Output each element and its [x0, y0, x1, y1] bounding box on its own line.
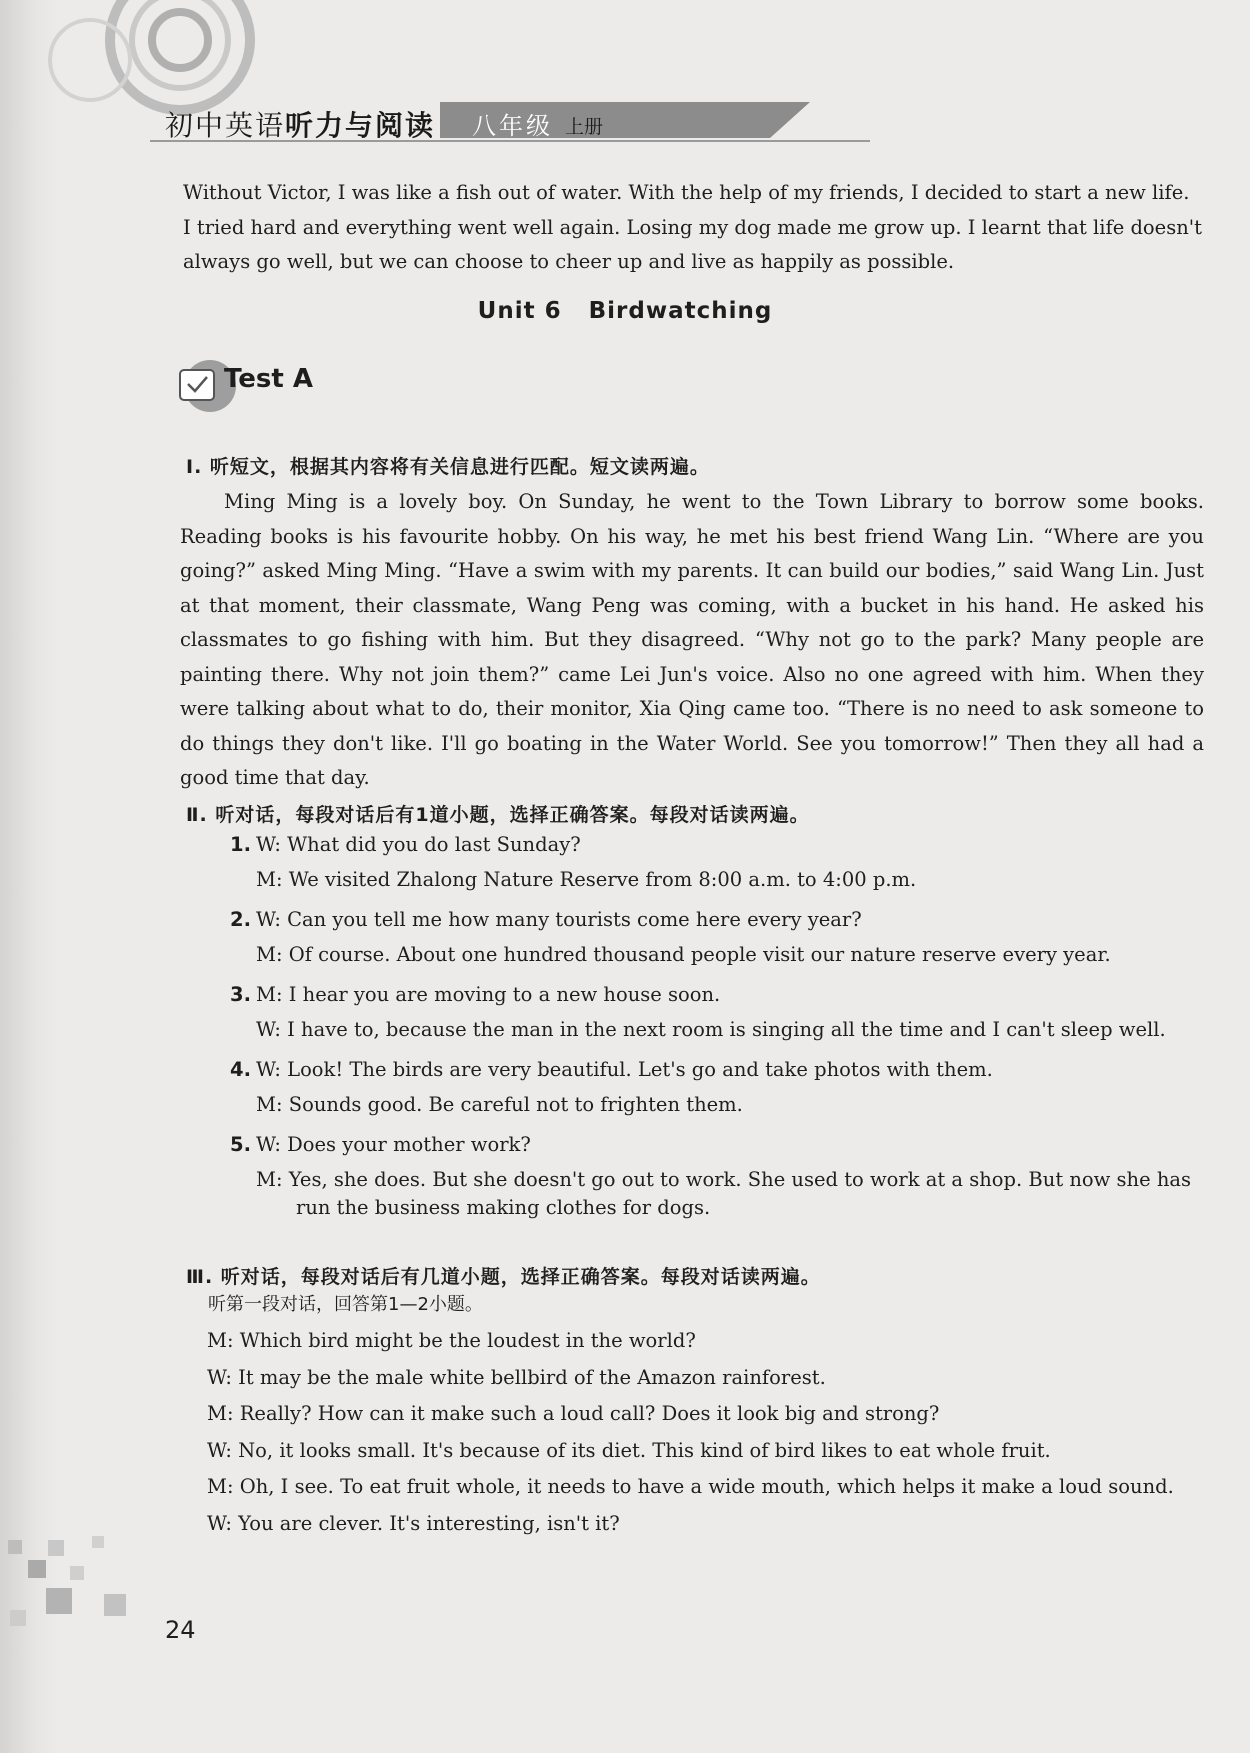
- decorative-squares: [0, 1510, 160, 1650]
- dialogue-number: 4.: [230, 1058, 251, 1081]
- dialogue-number: 3.: [230, 983, 251, 1006]
- dialogue-line: run the business making clothes for dogs.: [296, 1196, 711, 1219]
- section-2-heading: Ⅱ. 听对话，每段对话后有1道小题，选择正确答案。每段对话读两遍。: [186, 804, 810, 826]
- intro-passage: [183, 176, 1211, 280]
- dialogue-line: W: You are clever. It's interesting, isn't it?: [207, 1511, 620, 1535]
- section-3-dialogue: [207, 1323, 1174, 1542]
- header-series-title-regular: 初中英语: [165, 109, 286, 142]
- section-3-note: 听第一段对话，回答第1—2小题。: [208, 1294, 483, 1315]
- test-label: Test A: [224, 364, 313, 394]
- section-1-passage: Ming Ming is a lovely boy. On Sunday, he went to the Town Library to borrow some books. Reading books is his favourite hobby. On his way, he met his best friend Wang Lin. “Where are you going?” asked Ming Ming. “Have a swim with my parents. It can build our bodies,” said Wang Lin. Just at that moment, their classmate, Wang Peng was coming, with a bucket in his hand. He asked his classmates to go fishing with him. But they disagreed. “Why not go to the park? Many people are painting there. Why not join them?” came Lei Jun's voice. Also no one agreed with him. When they were talking about what to do, their monitor, Xia Qing came too. “There is no need to ask someone to do things they don't like. I'll go boating in the Water World. See you tomorrow!” Then they all had a good time that day.: [180, 490, 1204, 789]
- dialogue-line: W: What did you do last Sunday?: [256, 833, 581, 856]
- dialogue-2: [230, 903, 1111, 972]
- dialogue-5: [230, 1128, 1191, 1226]
- dialogue-line: W: Does your mother work?: [256, 1133, 531, 1156]
- dialogue-line: W: I have to, because the man in the next room is singing all the time and I can't sleep well.: [256, 1017, 1166, 1041]
- dialogue-1: [230, 828, 916, 897]
- dialogue-number: 2.: [230, 908, 251, 931]
- dialogue-3: [230, 978, 1166, 1047]
- dialogue-line: M: We visited Zhalong Nature Reserve from 8:00 a.m. to 4:00 p.m.: [256, 867, 917, 891]
- dialogue-line: W: Look! The birds are very beautiful. Let's go and take photos with them.: [256, 1058, 993, 1081]
- header-grade: 八年级: [472, 112, 553, 140]
- intro-line: always go well, but we can choose to cheer up and live as happily as possible.: [183, 250, 955, 273]
- dialogue-number: 1.: [230, 833, 251, 856]
- page-binding-edge: [0, 0, 58, 1753]
- intro-line: I tried hard and everything went well again. Losing my dog made me grow up. I learnt that life doesn't: [183, 215, 1202, 239]
- header-volume: 上册: [565, 116, 604, 138]
- dialogue-4: [230, 1053, 993, 1122]
- dialogue-line: M: I hear you are moving to a new house soon.: [256, 983, 721, 1006]
- page-number: 24: [165, 1616, 196, 1644]
- dialogue-line: W: Can you tell me how many tourists come here every year?: [256, 908, 862, 931]
- section-3-heading: Ⅲ. 听对话，每段对话后有几道小题，选择正确答案。每段对话读两遍。: [186, 1266, 821, 1288]
- dialogue-line: M: Yes, she does. But she doesn't go out to work. She used to work at a shop. But now she has: [256, 1167, 1192, 1191]
- dialogue-line: M: Of course. About one hundred thousand people visit our nature reserve every year.: [256, 942, 1111, 966]
- dialogue-line: M: Which bird might be the loudest in the world?: [207, 1329, 696, 1352]
- intro-line: Without Victor, I was like a fish out of water. With the help of my friends, I decided to start a new life.: [183, 181, 1190, 204]
- dialogue-line: M: Oh, I see. To eat fruit whole, it needs to have a wide mouth, which helps it make a loud sound.: [207, 1475, 1174, 1498]
- section-1-heading: Ⅰ. 听短文，根据其内容将有关信息进行匹配。短文读两遍。: [186, 456, 710, 478]
- dialogue-line: W: It may be the male white bellbird of the Amazon rainforest.: [207, 1365, 826, 1389]
- unit-title: Unit 6 Birdwatching: [477, 298, 773, 324]
- dialogue-number: 5.: [230, 1133, 251, 1156]
- header-series-title-bold: 听力与阅读: [285, 109, 436, 142]
- header-series-title: [165, 104, 435, 144]
- dialogue-line: M: Really? How can it make such a loud call? Does it look big and strong?: [207, 1402, 940, 1425]
- dialogue-line: M: Sounds good. Be careful not to frighten them.: [256, 1092, 743, 1116]
- dialogue-line: W: No, it looks small. It's because of its diet. This kind of bird likes to eat whole fruit.: [207, 1438, 1051, 1462]
